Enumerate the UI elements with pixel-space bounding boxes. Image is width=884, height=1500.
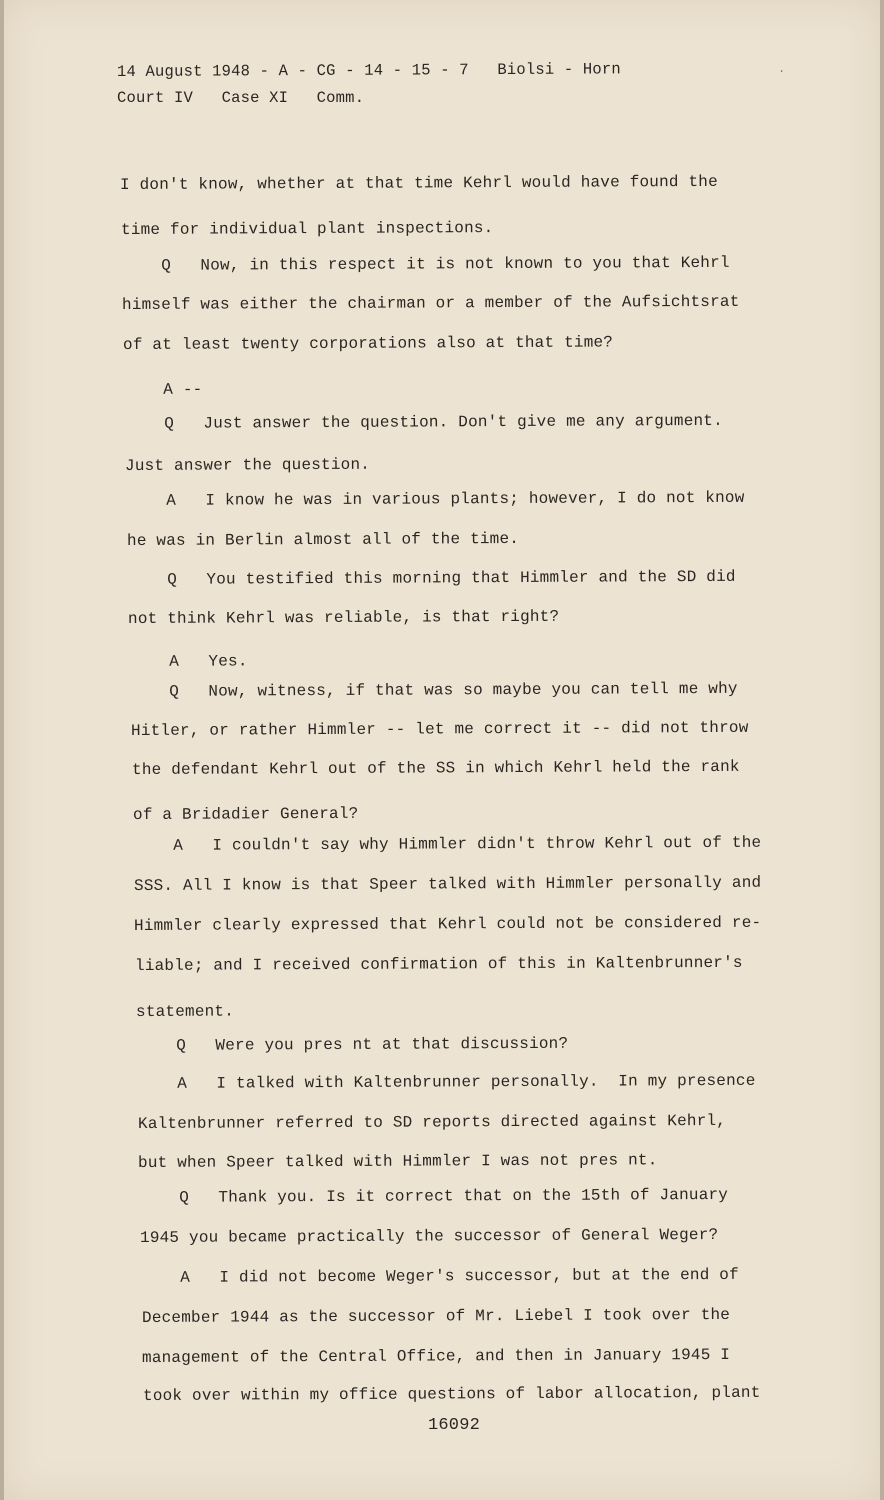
body-line: Q Thank you. Is it correct that on the 15th of January xyxy=(139,1185,729,1207)
body-line: A I talked with Kaltenbrunner personally. In my presence xyxy=(137,1071,756,1093)
body-line: Hitler, or rather Himmler -- let me correct it -- did not throw xyxy=(130,718,749,740)
body-line: statement. xyxy=(135,1002,235,1021)
header-line-1: 14 August 1948 - A - CG - 14 - 15 - 7 Biolsi - Horn xyxy=(116,60,621,81)
body-line: himself was either the chairman or a member of the Aufsichtsrat xyxy=(121,292,740,314)
body-line: Q Now, witness, if that was so maybe you can tell me why xyxy=(129,679,738,701)
body-line: Q Were you pres nt at that discussion? xyxy=(136,1034,569,1055)
body-line: December 1944 as the successor of Mr. Liebel I took over the xyxy=(141,1305,731,1327)
body-line: A -- xyxy=(123,380,203,399)
body-line: but when Speer talked with Himmler I was not pres nt. xyxy=(137,1151,658,1172)
body-line: I don't know, whether at that time Kehrl would have found the xyxy=(119,172,718,194)
document-page xyxy=(4,0,880,1500)
margin-mark: . xyxy=(778,62,786,76)
body-line: of at least twenty corporations also at that time? xyxy=(122,333,614,354)
body-line: Q You testified this morning that Himmler and the SD did xyxy=(127,567,736,589)
body-line: A I know he was in various plants; however, I do not know xyxy=(126,488,745,510)
body-line: 1945 you became practically the successor of General Weger? xyxy=(139,1225,719,1247)
body-line: A I couldn't say why Himmler didn't throw Kehrl out of the xyxy=(133,833,762,855)
body-line: Kaltenbrunner referred to SD reports directed against Kehrl, xyxy=(137,1111,727,1133)
body-line: took over within my office questions of labor allocation, plant xyxy=(142,1383,761,1405)
body-line: Q Now, in this respect it is not known to you that Kehrl xyxy=(121,253,730,275)
body-line: he was in Berlin almost all of the time. xyxy=(126,529,520,550)
page-number: 16092 xyxy=(428,1416,481,1435)
body-line: SSS. All I know is that Speer talked with Himmler personally and xyxy=(133,873,762,895)
body-line: Just answer the question. xyxy=(124,455,371,475)
body-line: liable; and I received confirmation of this in Kaltenbrunner's xyxy=(134,953,743,975)
body-line: management of the Central Office, and then in January 1945 I xyxy=(141,1345,731,1367)
body-line: A I did not become Weger's successor, but at the end of xyxy=(140,1265,739,1287)
body-line: not think Kehrl was reliable, is that right? xyxy=(127,607,560,628)
body-line: the defendant Kehrl out of the SS in which Kehrl held the rank xyxy=(131,757,740,779)
body-line: A Yes. xyxy=(129,652,248,671)
body-line: Q Just answer the question. Don't give me any argument. xyxy=(124,411,723,433)
header-line-2: Court IV Case XI Comm. xyxy=(117,89,365,107)
body-line: time for individual plant inspections. xyxy=(120,219,494,239)
body-line: Himmler clearly expressed that Kehrl could not be considered re- xyxy=(133,913,762,935)
body-line: of a Bridadier General? xyxy=(132,804,359,824)
